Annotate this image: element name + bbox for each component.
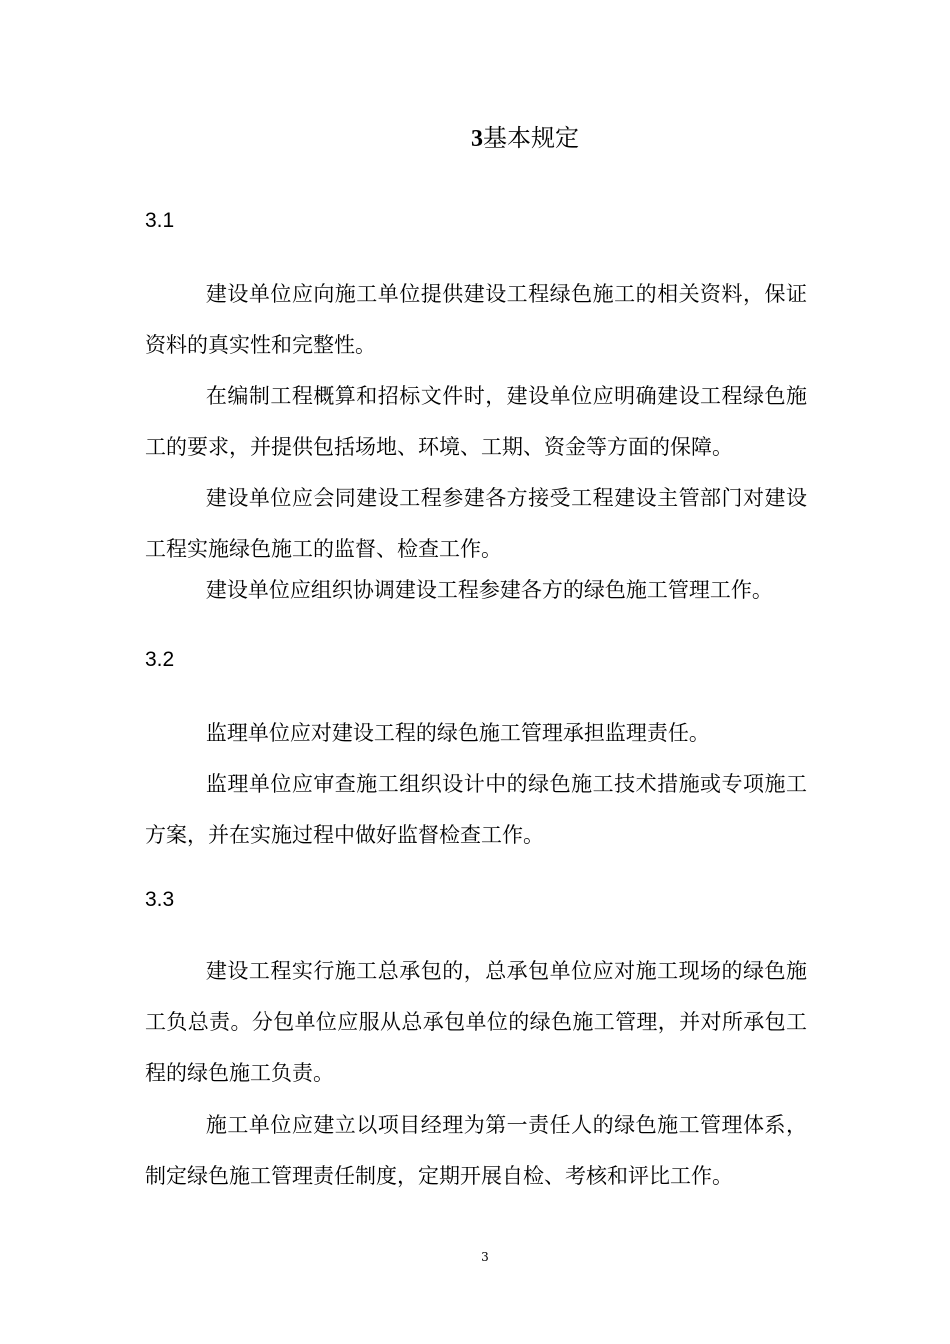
paragraph: 建设单位应会同建设工程参建各方接受工程建设主管部门对建设工程实施绿色施工的监督、检查工作。	[145, 486, 807, 561]
paragraph: 建设工程实行施工总承包的，总承包单位应对施工现场的绿色施工负总责。分包单位应服从总承包单位的绿色施工管理，并对所承包工程的绿色施工负责。	[145, 959, 807, 1085]
paragraph: 施工单位应建立以项目经理为第一责任人的绿色施工管理体系，制定绿色施工管理责任制度，定期开展自检、考核和评比工作。	[145, 1113, 807, 1188]
chapter-number: 3	[471, 126, 483, 152]
paragraph: 在编制工程概算和招标文件时，建设单位应明确建设工程绿色施工的要求，并提供包括场地、环境、工期、资金等方面的保障。	[145, 384, 807, 459]
chapter-title-text: 基本规定	[483, 124, 579, 152]
section-number-3-1: 3.1	[145, 209, 175, 232]
paragraph: 建设单位应向施工单位提供建设工程绿色施工的相关资料，保证资料的真实性和完整性。	[145, 282, 807, 357]
page-number: 3	[481, 1250, 489, 1264]
paragraph: 建设单位应组织协调建设工程参建各方的绿色施工管理工作。	[205, 578, 773, 602]
section-number-3-3: 3.3	[145, 888, 175, 911]
chapter-title	[0, 118, 950, 159]
paragraph: 监理单位应审查施工组织设计中的绿色施工技术措施或专项施工方案，并在实施过程中做好监督检查工作。	[145, 772, 807, 847]
section-number-3-2: 3.2	[145, 648, 175, 671]
paragraph: 监理单位应对建设工程的绿色施工管理承担监理责任。	[205, 721, 710, 745]
